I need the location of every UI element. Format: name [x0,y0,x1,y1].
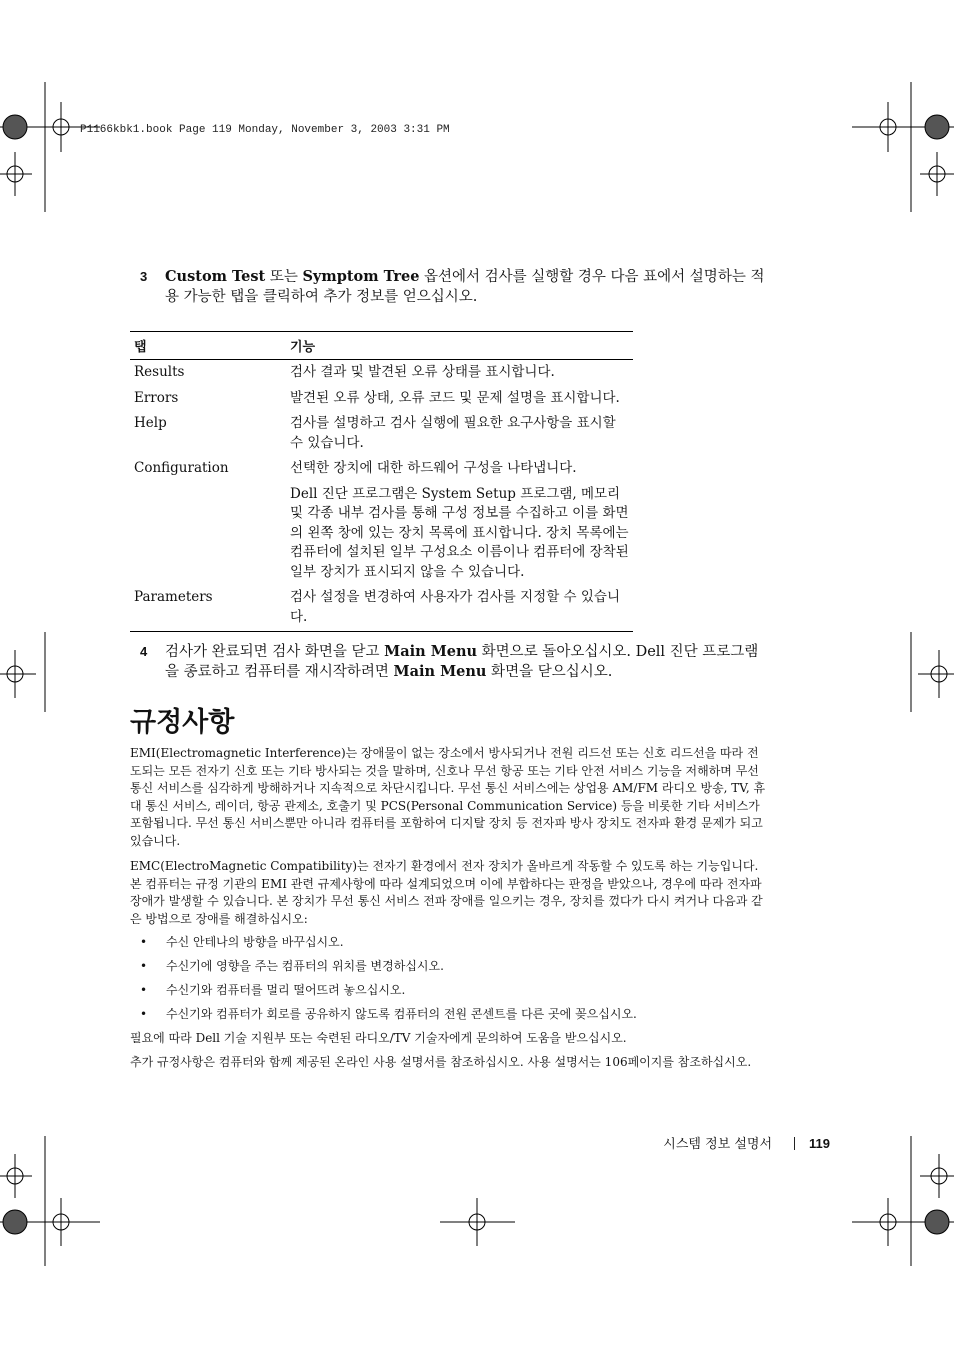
emc-paragraph: EMC(ElectroMagnetic Compatibility)는 전자기 환경에서 전자 장치가 올바르게 작동할 수 있도록 하는 기능입니다. 본 컴퓨터는 규정 기관의 EMI 관련 규제사항에 따라 설계되었으며 이에 부합하다는 판정을 받았으나, 경우에 따라 전자파 장애가 발생할 수 있습니다. 본 장치가 무선 통신 서비스 전파 장애를 일으키는 경우, 장치를 껐다가 다시 켜거나 다음과 같은 방법으로 장애를 해결하십시오: [130,859,763,926]
list-item-text: 수신기에 영향을 주는 컴퓨터의 위치를 변경하십시오. [166,959,444,973]
table-header-row [130,332,633,360]
step-3 [140,267,770,307]
list-item-text: 수신기와 컴퓨터가 회로를 공유하지 않도록 컴퓨터의 전원 콘센트를 다른 곳에 꽂으십시오. [166,1007,637,1021]
main-menu-term: Main Menu [393,663,487,680]
function-cell: 검사 결과 및 발견된 오류 상태를 표시합니다. [290,364,555,380]
footer-doc-title: 시스템 정보 설명서 [663,1137,773,1152]
main-menu-term: Main Menu [384,643,478,660]
table-row [130,585,633,632]
print-header: P1166kbk1.book Page 119 Monday, November 3, 2003 3:31 PM [80,124,450,136]
column-header-tab: 탭 [130,332,286,360]
emi-paragraph: EMI(Electromagnetic Interference)는 장애물이 없는 장소에서 방사되거나 전원 리드선 또는 신호 리드선을 따라 전도되는 모든 전자기 신호 또는 기타 방사되는 것을 말하며, 신호나 무선 항공 또는 기타 안전 서비스 기능을 저해하며 무선 통신 서비스를 심각하게 방해하거나 지속적으로 차단시킵니다. 무선 통신 서비스에는 상업용 AM/FM 라디오 방송, TV, 휴대 통신 서비스, 레이더, 항공 관제소, 호출기 및 PCS(Personal Communication Service) 등을 비롯한 기타 서비스가 포함됩니다. 무선 통신 서비스뿐만 아니라 컴퓨터를 포함하여 디지탈 장치 등 전자파 방사 장치도 전자파 환경 문제가 되고 있습니다. [130,746,766,848]
bullet-icon: • [140,1007,148,1021]
function-cell: 발견된 오류 상태, 오류 코드 및 문제 설명을 표시합니다. [290,389,620,406]
tab-name-cell [130,482,286,586]
step-text [165,642,770,682]
bullet-icon: • [140,959,148,973]
step-text-part: 옵션에서 검사를 실행할 경우 다음 표에서 설명하는 적용 가능한 탭을 클릭하여 추가 정보를 얻으십시오. [165,269,765,305]
footer-separator [794,1137,795,1150]
bullet-icon: • [140,983,148,997]
table-row [130,456,633,482]
page-number: 119 [809,1136,830,1151]
more-info-paragraph: 추가 규정사항은 컴퓨터와 함께 제공된 온라인 사용 설명서를 참조하십시오. 사용 설명서는 106페이지를 참조하십시오. [130,1055,752,1069]
list-item-text: 수신 안테나의 방향을 바꾸십시오. [166,935,344,949]
tab-name-cell: Errors [134,389,179,406]
step-number: 3 [140,269,148,284]
table-row [130,386,633,412]
table-row [130,411,633,456]
list-item [130,1004,770,1028]
step-text [165,267,770,307]
step-text-part: 검사가 완료되면 검사 화면을 닫고 [165,644,385,660]
function-cell: 검사 설정을 변경하여 사용자가 검사를 지정할 수 있습니다. [286,585,633,632]
function-cell: Dell 진단 프로그램은 System Setup 프로그램, 메모리 및 각종 내부 검사를 통해 구성 정보를 수집하고 이를 화면의 왼쪽 창에 있는 장치 목록에 표시합니다. 장치 목록에는 컴퓨터에 설치된 일부 구성요소 이름이나 컴퓨터에 장착된 일부 장치가 표시되지 않을 수 있습니다. [290,485,629,580]
symptom-tree-term: Symptom Tree [302,268,420,285]
step-4 [140,642,770,682]
list-item-text: 수신기와 컴퓨터를 멀리 떨어뜨려 놓으십시오. [166,983,406,997]
function-cell: 선택한 장치에 대한 하드웨어 구성을 나타냅니다. [290,460,577,476]
section-title: 규정사항 [130,707,235,738]
remedy-list [130,932,770,1028]
support-paragraph: 필요에 따라 Dell 기술 지원부 또는 숙련된 라디오/TV 기술자에게 문의하여 도움을 받으십시오. [130,1031,627,1045]
bullet-icon: • [140,935,148,949]
tab-name-cell: Configuration [134,460,229,476]
column-header-function: 기능 [286,332,633,360]
tab-name-cell: Parameters [130,585,286,632]
tabs-table [130,331,633,632]
step-text-part: 화면을 닫으십시오. [486,664,613,680]
tab-name-cell: Help [134,415,167,431]
step-text-part: 또는 [265,269,303,285]
page-footer [663,1133,830,1152]
list-item [130,956,770,980]
list-item [130,932,770,956]
table-row [130,482,633,586]
custom-test-term: Custom Test [165,268,266,285]
step-text-part: 화면으로 돌아오십시오. Dell 진단 프로그램을 종료하고 컴퓨터를 재시작하려면 [165,644,759,680]
table-row [130,360,633,386]
function-cell: 검사를 설명하고 검사 실행에 필요한 요구사항을 표시할 수 있습니다. [290,415,616,451]
list-item [130,980,770,1004]
step-number: 4 [140,644,148,659]
tab-name-cell: Results [134,364,185,380]
